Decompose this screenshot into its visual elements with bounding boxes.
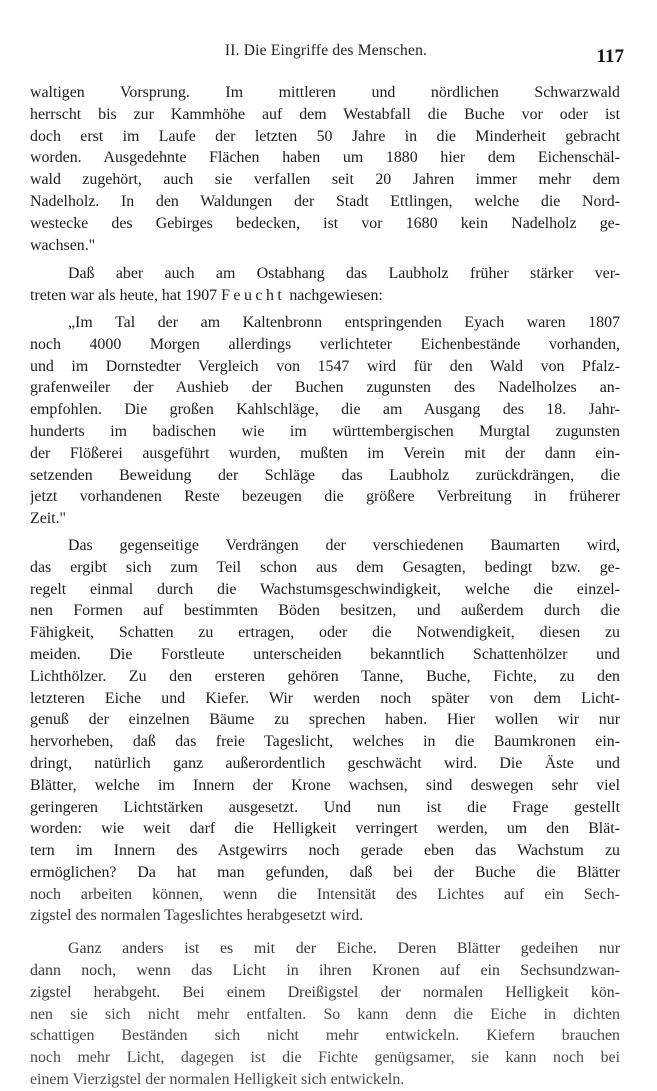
text-line: geringeren Lichtstärken ausgesetzt. Und nun ist die Frage gestellt [30,798,620,816]
paragraph [30,535,620,927]
text-line: worden. Ausgedehnte Flächen haben um 1880 hier dem Eichenschäl- [30,149,620,167]
text-line: wald zugehört, auch sie verfallen seit 20 Jahren immer mehr dem [30,171,620,189]
text-line: noch arbeiten können, wenn die Intensität des Lichtes auf ein Sech- [30,885,620,903]
text-line: waltigen Vorsprung. Im mittleren und nördlichen Schwarzwald [30,84,620,101]
text-line: Fähigkeit, Schatten zu ertragen, oder die Notwendigkeit, diesen zu [30,624,620,642]
text-line: noch 4000 Morgen allerdings verlichteter Eichenbestände vorhanden, [30,335,620,353]
text-line [30,285,620,307]
text-line: „Im Tal der am Kaltenbronn entspringenden Eyach waren 1807 [68,313,620,331]
running-head: II. Die Eingriffe des Menschen. [224,42,428,59]
text-line: Das gegenseitige Verdrängen der verschiedenen Baumarten wird, [68,536,620,554]
text-line: dringt, natürlich ganz außerordentlich geschwächt wird. Die Äste und [30,754,620,772]
text-line: ermöglichen? Da hat man gefunden, daß bei der Buche die Blätter [30,863,620,881]
text-line: herrscht bis zur Kammhöhe auf dem Westabfall die Buche vor oder ist [30,105,620,123]
text-fragment: treten war als heute, hat 1907 [30,287,218,305]
text-line: hervorheben, daß das freie Tageslicht, welches in die Baumkronen ein- [30,733,620,751]
text-line: genuß der einzelnen Bäume zu sprechen haben. Hier wollen wir nur [30,711,620,729]
block-quote [30,312,620,530]
text-fragment: nachgewiesen: [289,287,383,305]
text-line: Ganz anders ist es mit der Eiche. Deren Blätter gedeihen nur [68,940,620,958]
text-line: schattigen Beständen sich nicht mehr entwickeln. Kiefern brauchen [30,1027,620,1045]
text-line: Zeit." [30,510,67,528]
text-line: dann noch, wenn das Licht in ihren Kronen auf ein Sechsundzwan- [30,962,620,980]
text-line: tern im Innern des Astgewirrs noch gerade eben das Wachstum zu [30,842,620,860]
text-line: doch erst im Laufe der letzten 50 Jahre in die Minderheit gebracht [30,127,620,145]
text-line: noch mehr Licht, dagegen ist die Fichte genügsamer, sie kann noch bei [30,1049,620,1067]
paragraph [30,82,620,256]
text-line: westecke des Gebirges bedecken, ist vor 1680 kein Nadelholz ge- [30,214,620,232]
text-line: worden: wie weit darf die Helligkeit verringert werden, um den Blät- [30,820,620,838]
text-line: setzenden Beweidung der Schläge das Laubholz zurückdrängen, die [30,466,620,484]
page-header [30,42,622,66]
paragraph [30,938,620,1091]
text-line: der Flößerei ausgeführt wurden, mußten im Verein mit der dann ein- [30,444,620,462]
text-line: einem Vierzigstel der normalen Helligkeit sich entwickeln. [30,1071,405,1089]
text-line: meiden. Die Forstleute unterscheiden bekanntlich Schattenhölzer und [30,645,620,663]
book-page [30,0,624,1089]
text-line: nen Formen auf bestimmten Böden besitzen, und außerdem durch die [30,602,620,620]
text-line: Nadelholz. In den Waldungen der Stadt Ettlingen, welche die Nord- [30,192,620,210]
text-line: hunderts im badischen wie im württembergischen Murgtal zugunsten [30,422,620,440]
text-line: nen sie sich nicht mehr entfalten. So kann denn die Eiche in dichten [30,1005,620,1023]
text-line: letzteren Eiche und Kiefer. Wir werden noch später von dem Licht- [30,689,620,707]
author-name: Feucht [221,287,286,305]
text-line: wachsen." [30,236,96,254]
text-line: zigstel des normalen Tageslichtes herabgesetzt wird. [30,907,364,925]
text-line: Lichthölzer. Zu den ersteren gehören Tanne, Buche, Fichte, zu den [30,667,620,685]
text-line: das ergibt sich zum Teil schon aus dem Gesagten, bedingt bzw. ge- [30,558,620,576]
text-line: jetzt vorhandenen Reste bezeugen die größere Verbreitung in früherer [30,488,620,506]
text-line: zigstel herabgeht. Bei einem Dreißigstel der normalen Helligkeit kön- [30,983,620,1001]
page-body [30,82,620,1091]
paragraph [30,263,620,307]
text-line: Blätter, welche im Innern der Krone wachsen, sind deswegen sehr viel [30,776,620,794]
text-line: Daß aber auch am Ostabhang das Laubholz früher stärker ver- [68,265,620,283]
text-line: grafenweiler der Aushieb der Buchen zugunsten des Nadelholzes an- [30,379,620,397]
text-line: empfohlen. Die großen Kahlschläge, die am Ausgang des 18. Jahr- [30,401,620,419]
text-line: und im Dornstedter Vergleich von 1547 wird für den Wald von Pfalz- [30,357,620,375]
text-line: regelt einmal durch die Wachstumsgeschwindigkeit, welche die einzel- [30,580,620,598]
page-number: 117 [596,46,624,67]
